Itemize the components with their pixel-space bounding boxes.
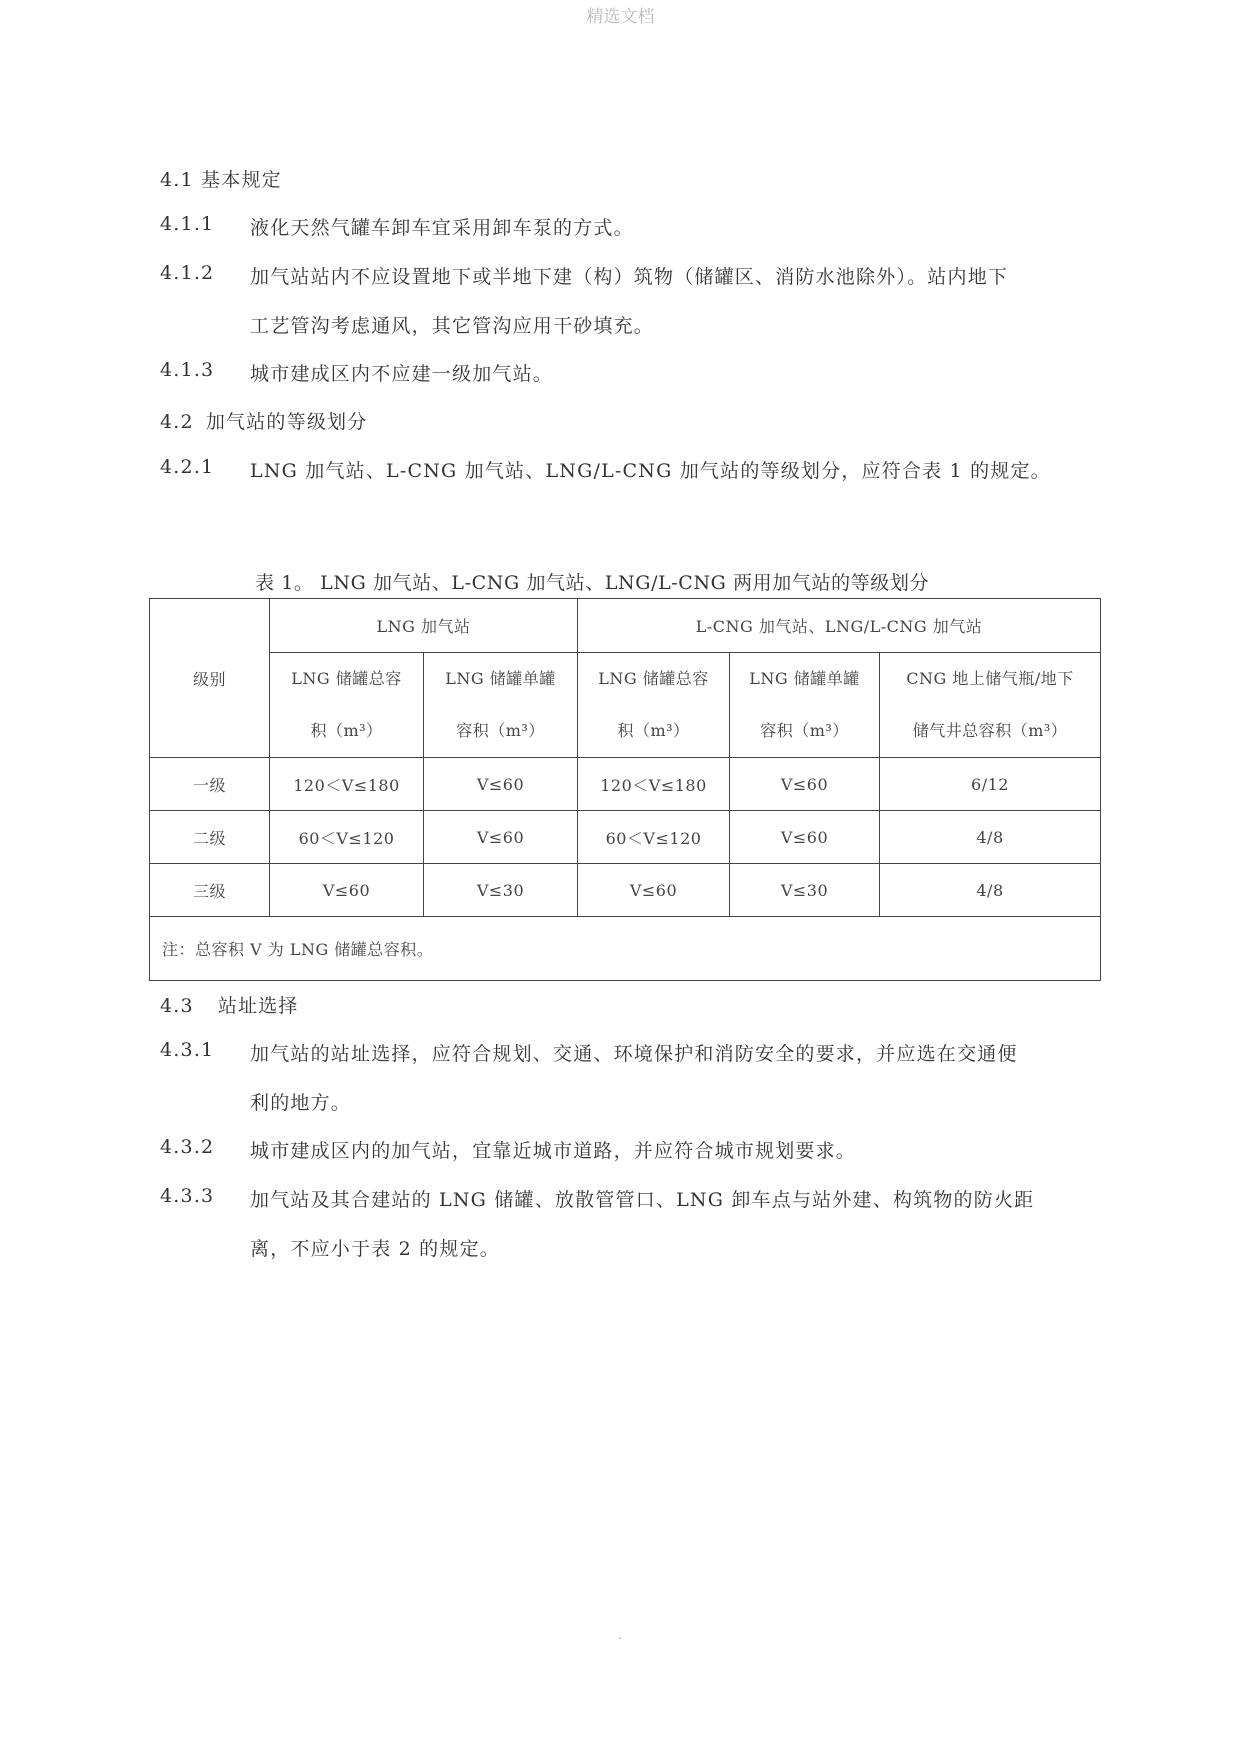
- header-lcng-single-volume: [730, 653, 880, 758]
- clause-text: 加气站站内不应设置地下或半地下建（构）筑物（储罐区、消防水池除外）。站内地下: [250, 266, 1009, 288]
- header-cng-storage-volume: [880, 653, 1101, 758]
- clause-number: 4.3.3: [160, 1185, 215, 1207]
- data-cell: 60＜V≤120: [270, 811, 424, 864]
- header-lcng-total-volume: [578, 653, 730, 758]
- lng-station-group-header: LNG 加气站: [270, 599, 578, 653]
- section-label: 站址选择: [217, 995, 299, 1017]
- clause-number: 4.3.1: [160, 1039, 215, 1061]
- clause-4-1-2-continued: 工艺管沟考虑通风，其它管沟应用干砂填充。: [250, 315, 655, 337]
- data-cell: 120＜V≤180: [578, 758, 730, 811]
- section-4-1-title: 4.1 基本规定: [160, 169, 282, 191]
- header-line: CNG 地上储气瓶/地下: [906, 669, 1074, 688]
- section-4-2-title: [160, 407, 367, 434]
- clause-number: 4.1.3: [160, 359, 215, 381]
- data-cell: 60＜V≤120: [578, 811, 730, 864]
- section-label: 加气站的等级划分: [205, 411, 368, 433]
- data-cell: V≤60: [424, 758, 578, 811]
- data-cell: 4/8: [880, 811, 1101, 864]
- header-lng-total-volume: [270, 653, 424, 758]
- header-line: LNG 储罐单罐: [445, 669, 556, 688]
- data-cell: V≤60: [730, 811, 880, 864]
- grade-header-cell: 级别: [150, 599, 270, 758]
- grade-cell: 二级: [150, 811, 270, 864]
- clause-4-3-3-continued: 离，不应小于表 2 的规定。: [250, 1238, 500, 1260]
- grade-cell: 一级: [150, 758, 270, 811]
- data-cell: 120＜V≤180: [270, 758, 424, 811]
- table-row: [150, 811, 1101, 864]
- header-line: 容积（m³）: [760, 721, 849, 740]
- header-line: 积（m³）: [617, 721, 690, 740]
- grade-cell: 三级: [150, 864, 270, 917]
- clause-number: 4.2.1: [160, 456, 215, 478]
- page-watermark-header: 精选文档: [586, 7, 655, 27]
- table-row: [150, 758, 1101, 811]
- section-number: 4.2: [160, 411, 194, 433]
- clause-text: 加气站的站址选择，应符合规划、交通、环境保护和消防安全的要求，并应选在交通便: [250, 1043, 1018, 1065]
- page-footer-dot: .: [618, 1628, 622, 1642]
- header-line: LNG 储罐总容: [598, 669, 709, 688]
- header-line: LNG 储罐总容: [291, 669, 402, 688]
- lcng-station-group-header: L-CNG 加气站、LNG/L-CNG 加气站: [578, 599, 1101, 653]
- table-note: 注：总容积 V 为 LNG 储罐总容积。: [150, 917, 1101, 981]
- data-cell: V≤30: [730, 864, 880, 917]
- clause-text: 城市建成区内的加气站，宜靠近城市道路，并应符合城市规划要求。: [250, 1140, 857, 1162]
- data-cell: V≤30: [424, 864, 578, 917]
- clause-4-3-1-continued: 利的地方。: [250, 1092, 352, 1114]
- data-cell: V≤60: [730, 758, 880, 811]
- data-cell: V≤60: [578, 864, 730, 917]
- clause-text: 加气站及其合建站的 LNG 储罐、放散管管口、LNG 卸车点与站外建、构筑物的防火距: [250, 1189, 1035, 1211]
- clause-text: 液化天然气罐车卸车宜采用卸车泵的方式。: [250, 217, 634, 239]
- clause-number: 4.1.2: [160, 262, 215, 284]
- clause-text: 城市建成区内不应建一级加气站。: [250, 363, 554, 385]
- data-cell: 4/8: [880, 864, 1101, 917]
- data-cell: V≤60: [270, 864, 424, 917]
- table-row: [150, 864, 1101, 917]
- header-line: 积（m³）: [310, 721, 383, 740]
- section-4-3-title: [160, 991, 299, 1018]
- clause-text: LNG 加气站、L-CNG 加气站、LNG/L-CNG 加气站的等级划分，应符合表 1 的规定。: [250, 460, 1051, 482]
- header-line: 容积（m³）: [456, 721, 545, 740]
- header-line: 储气井总容积（m³）: [912, 721, 1068, 740]
- grade-classification-table: [149, 598, 1101, 981]
- header-lng-single-volume: [424, 653, 578, 758]
- data-cell: V≤60: [424, 811, 578, 864]
- table-1-caption: 表 1。 LNG 加气站、L-CNG 加气站、LNG/L-CNG 两用加气站的等级划分: [255, 572, 930, 594]
- clause-number: 4.3.2: [160, 1136, 215, 1158]
- section-number: 4.3: [160, 995, 194, 1017]
- clause-number: 4.1.1: [160, 213, 215, 235]
- data-cell: 6/12: [880, 758, 1101, 811]
- header-line: LNG 储罐单罐: [749, 669, 860, 688]
